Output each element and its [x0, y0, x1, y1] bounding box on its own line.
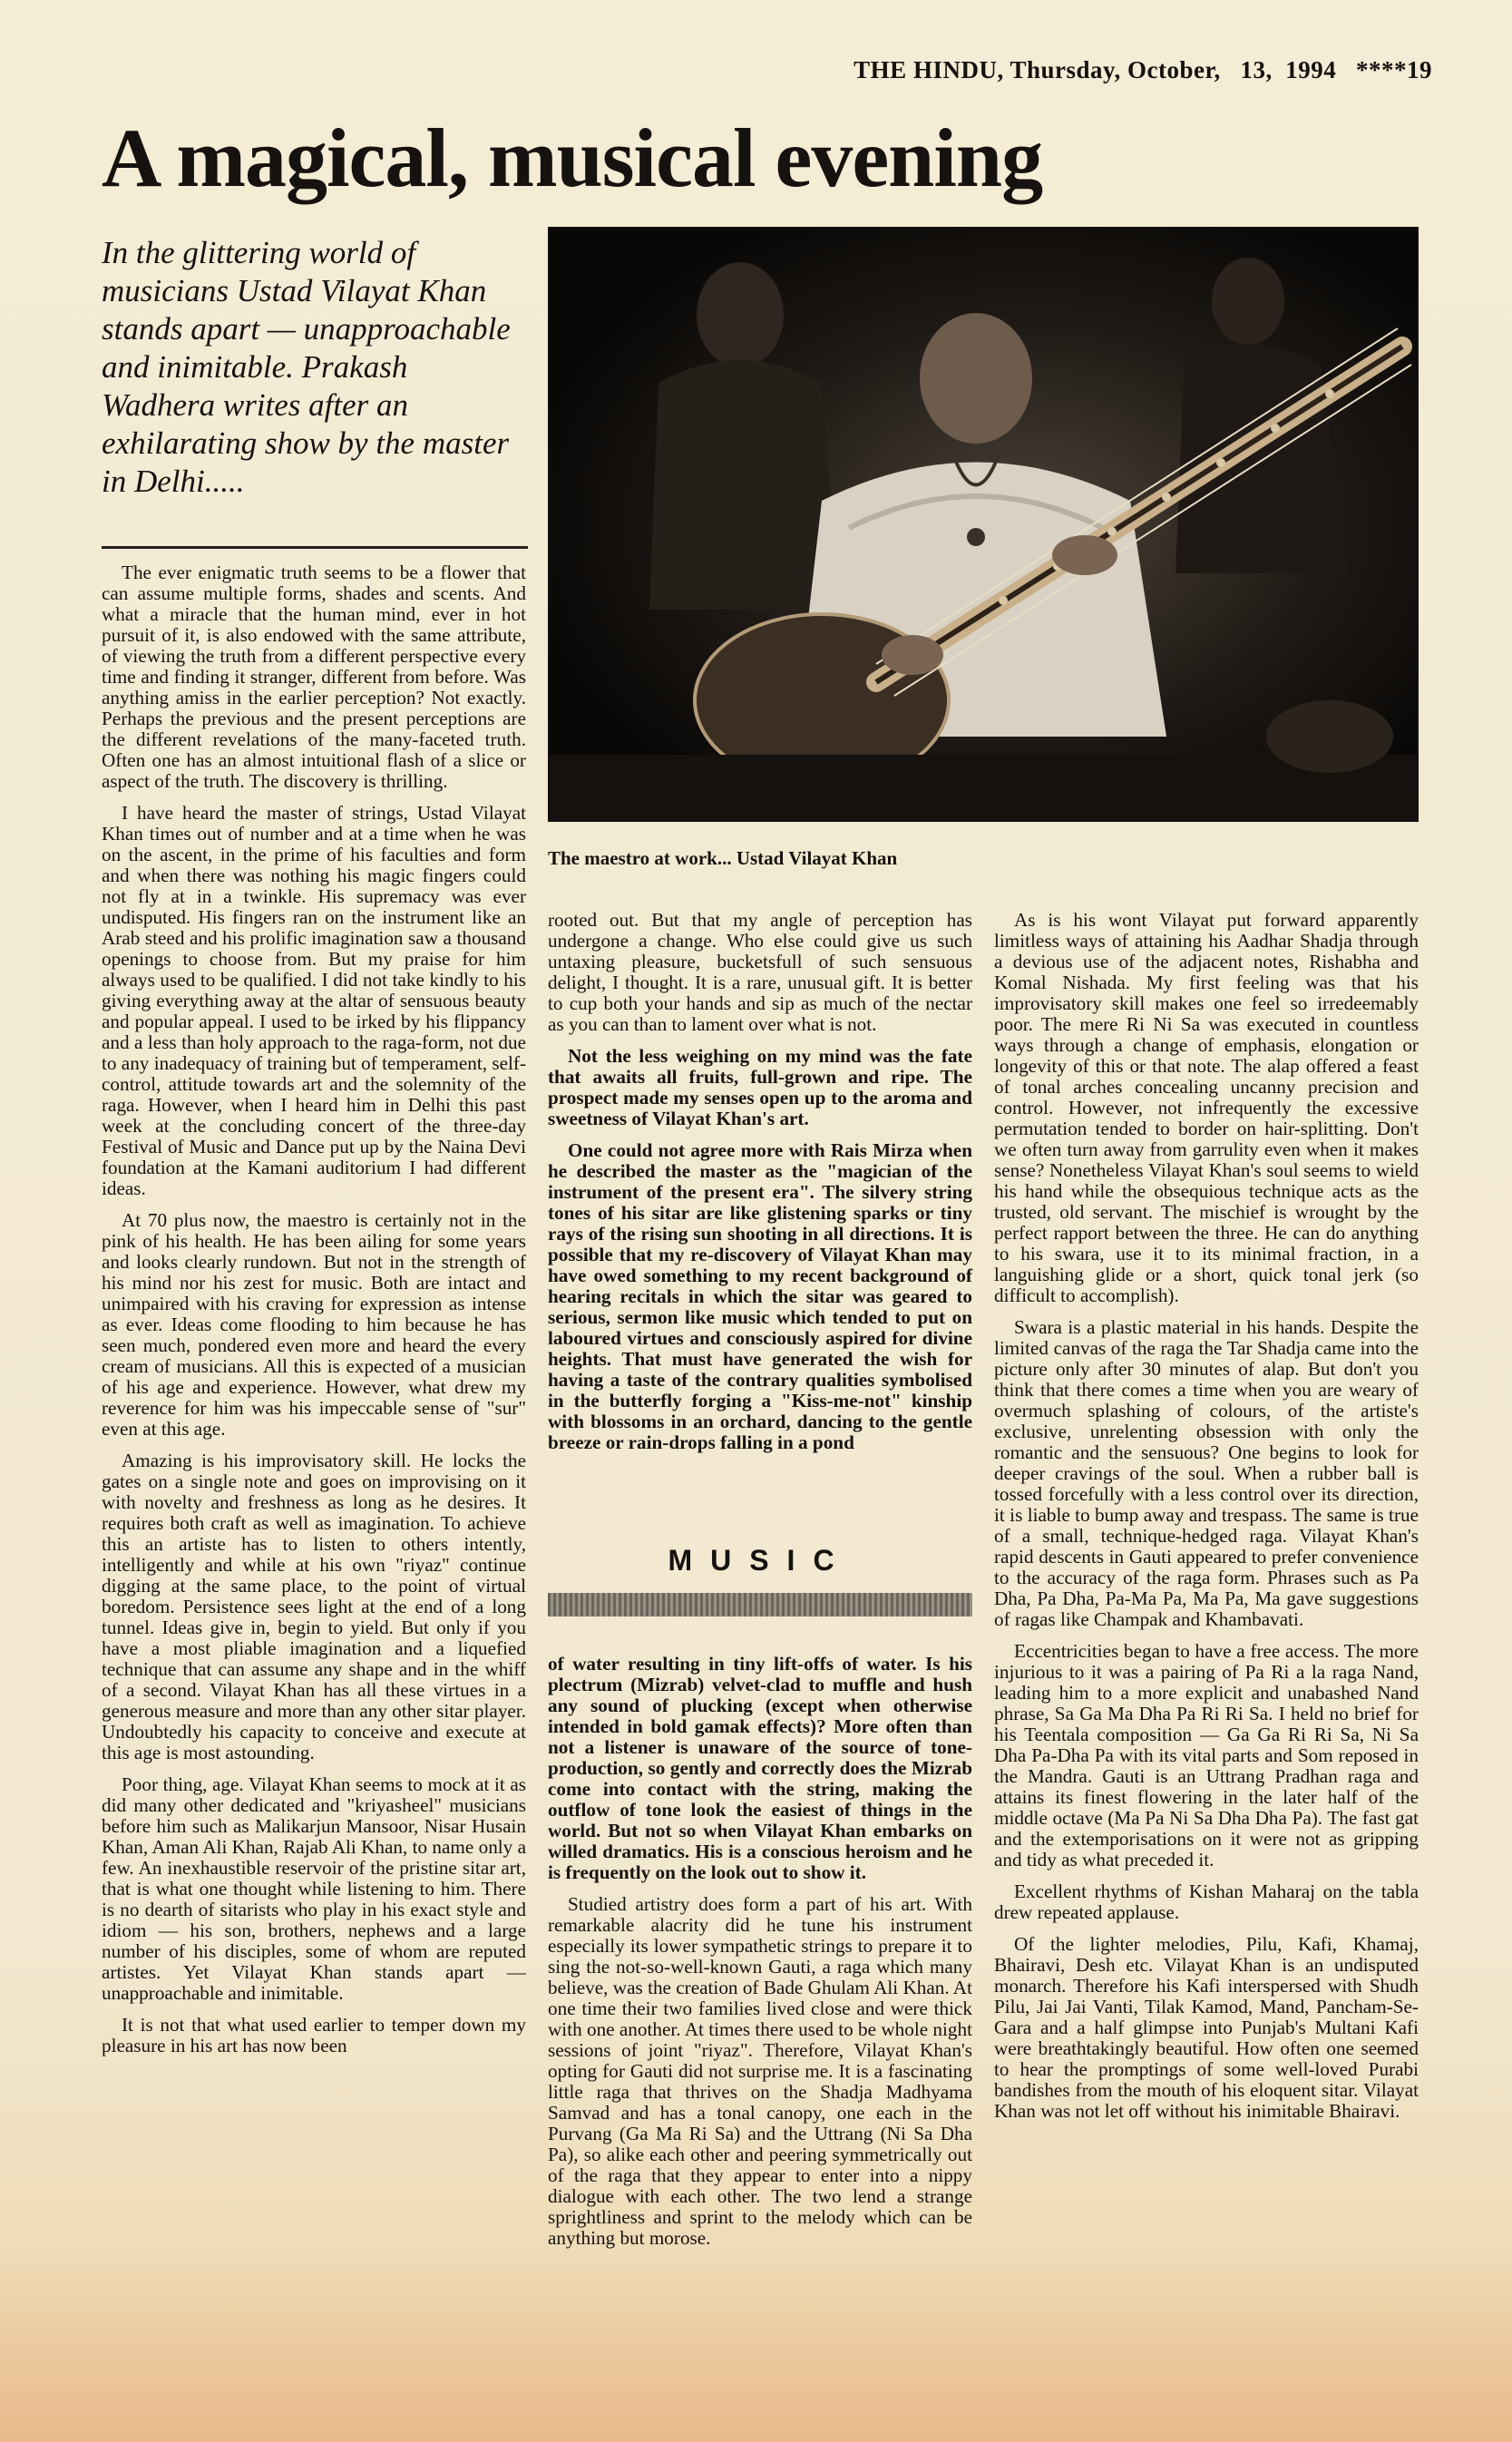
- paragraph: Swara is a plastic material in his hands. Despite the limited canvas of the raga the Tar Shadja came into the picture only after 30 minutes of alap. But don't you think that there comes a time when you are weary of overmuch splashing of colours, of the artiste's exclusive, unrelenting obsession with only the romantic and the sensuous? One begins to look for deeper cravings of the soul. When a rubber ball is tossed forcefully with a less control over its direction, it is liable to bump away and trespass. The same is true of a small, technique-hedged raga. Vilayat Khan's rapid descents in Gauti appeared to prefer convenience to the accuracy of the raga form. Phrases such as Pa Dha, Pa Dha, Pa-Ma Pa, Ma Pa, Ma gave suggestions of ragas like Champak and Khambavati.: [994, 1316, 1419, 1630]
- paragraph: Eccentricities began to have a free access. The more injurious to it was a pairing of Pa Ri a la raga Nand, leading him to a more explicit and unabashed Nand phrase, Sa Ga Ma Dha Pa Ri Ri Sa. I held no brief for his Teentala composition — Ga Ga Ri Ri Sa, Ni Sa Dha Pa-Dha Pa with its vital parts and Som reposed in the Mandra. Gauti is an Uttrang Pradhan raga and attains its finest flowering in the later half of the middle octave (Ma Pa Ni Sa Dha Dha Pa). The fast gat and the extemporisations on it were not as gripping and tidy as what preceded it.: [994, 1640, 1419, 1871]
- standfirst-rule: [102, 546, 528, 549]
- photo-caption: The maestro at work... Ustad Vilayat Khan: [548, 847, 898, 869]
- paragraph: At 70 plus now, the maestro is certainly not in the pink of his health. He has been ailing for some years and looks clearly rundown. But not in the strength of his mind nor his zest for music. Both are intact and unimpaired with his craving for expression as intense as ever. Ideas come flooding to him because he has seen much, pondered even more and heard the every cream of musicians. All this is expected of a musician of his age and experience. However, what drew my reverence for him was his impeccable sense of "sur" even at this age.: [102, 1209, 526, 1440]
- headline: A magical, musical evening: [102, 112, 1043, 204]
- paragraph: As is his wont Vilayat put forward apparently limitless ways of attaining his Aadhar Shadja through a devious use of the adjacent notes, Rishabha and Komal Nishada. My first feeling was that his improvisatory skill makes one feel so irredeemably poor. The mere Ri Ni Sa was executed in countless ways through a change of emphasis, elongation or longevity of this or that note. The alap offered a feast of tonal arches concealing uncanny precision and control. However, not infrequently the excessive permutation tended to border on hair-splitting. Don't we often turn away from garrulity even when it makes sense? Nonetheless Vilayat Khan's soul seems to wield his hand while the obsequious technique acts as the trusted, old servant. The mischief is wrought by the perfect rapport between the three. He can do anything to his swara, use it to its minimal fraction, in a languishing glide or a short, quick tonal jerk (so difficult to accomplish).: [994, 909, 1419, 1306]
- paragraph: The ever enigmatic truth seems to be a flower that can assume multiple forms, shades and scents. And what a miracle that the human mind, ever in hot pursuit of it, is also endowed with the same attribute, of viewing the truth from a different perspective every time and finding it stranger, different from before. Was anything amiss in the earlier perception? Not exactly. Perhaps the previous and the present perceptions are the different revelations of the many-faceted truth. Often one has an almost intuitional flash of a slice or aspect of the truth. The discovery is thrilling.: [102, 562, 526, 792]
- paragraph: Of the lighter melodies, Pilu, Kafi, Khamaj, Bhairavi, Desh etc. Vilayat Khan is an undisputed monarch. Therefore his Kafi interspersed with Shudh Pilu, Jai Jai Vanti, Tilak Kamod, Mand, Pancham-Se-Gara and a half glimpse into Punjab's Multani Kafi were breathtakingly beautiful. How often one seemed to hear the promptings of some well-loved Purabi bandishes from the mouth of his eloquent sitar. Vilayat Khan was not let off without his inimitable Bhairavi.: [994, 1933, 1419, 2122]
- section-bar: [548, 1593, 972, 1617]
- paragraph: I have heard the master of strings, Ustad Vilayat Khan times out of number and at a time when he was on the ascent, in the prime of his faculties and form and when there was nothing his magic fingers could not fly at in a twinkle. His supremacy was ever undisputed. His fingers ran on the instrument like an Arab steed and his prolific imagination saw a thousand openings to choose from. But my praise for him always used to be qualified. I did not take kindly to his giving everything away at the altar of sensuous beauty and popular appeal. I used to be irked by his flippancy and a less than holy approach to the raga-form, not due to any inadequacy of training but of temperament, self-control, attitude towards art and the solemnity of the raga. However, when I heard him in Delhi this past week at the concluding concert of the three-day Festival of Music and Dance put up by the Naina Devi foundation at the Kamani auditorium I had different ideas.: [102, 802, 526, 1199]
- paragraph: of water resulting in tiny lift-offs of water. Is his plectrum (Mizrab) velvet-clad to muffle and hush any sound of plucking (except when otherwise intended in bold gamak effects)? More often than not a listener is unaware of the source of tone-production, so gently and correctly does the Mizrab come into contact with the string, making the outflow of tone look the easiest of things in the world. But not so when Vilayat Khan embarks on willed dramatics. His is a conscious heroism and he is frequently on the look out to show it.: [548, 1653, 972, 1883]
- column-2: [548, 910, 972, 1464]
- paragraph: One could not agree more with Rais Mirza when he described the master as the "magician of the instrument of the present era". The silvery string tones of his sitar are like glistening sparks or tiny rays of the rising sun shooting in all directions. It is possible that my re-discovery of Vilayat Khan may have owed something to my recent background of hearing recitals in which the sitar was geared to serious, sermon like music which tended to put on laboured virtues and consciously aspired for divine heights. That must have generated the wish for having a taste of the contrary qualities symbolised in the butterfly forging a "Kiss-me-not" kinship with blossoms in an orchard, dancing to the gentle breeze or rain-drops falling in a pond: [548, 1139, 972, 1453]
- standfirst: In the glittering world of musicians Ustad Vilayat Khan stands apart — unapproachable and inimitable. Prakash Wadhera writes after an exhilarating show by the master in Delhi.....: [102, 235, 511, 499]
- section-label-band: [548, 1537, 972, 1623]
- column-1: [102, 562, 526, 2067]
- section-label: MUSIC: [668, 1544, 853, 1577]
- paragraph: Not the less weighing on my mind was the fate that awaits all fruits, full-grown and ripe. The prospect made my senses open up to the aroma and sweetness of Vilayat Khan's art.: [548, 1045, 972, 1129]
- masthead: THE HINDU, Thursday, October, 13, 1994 ****19: [854, 56, 1432, 83]
- musician-photo-icon: [550, 229, 1417, 820]
- paragraph: Excellent rhythms of Kishan Maharaj on the tabla drew repeated applause.: [994, 1880, 1419, 1923]
- column-2-continued: [548, 1654, 972, 2260]
- paragraph: It is not that what used earlier to temper down my pleasure in his art has now been: [102, 2014, 526, 2056]
- paragraph: Studied artistry does form a part of his art. With remarkable alacrity did he tune his instrument especially its lower sympathetic strings to prepare it to sing the not-so-well-known Gauti, a raga which many believe, was the creation of Bade Ghulam Ali Khan. At one time their two families lived close and were thick with one another. At times there used to be whole night sessions of joint "riyaz". Therefore, Vilayat Khan's opting for Gauti did not surprise me. It is a fascinating little raga that thrives on the Shadja Madhyama Samvad and has a tonal canopy, one each in the Purvang (Ga Ma Ri Sa) and the Uttrang (Ni Sa Dha Pa), so alike each other and peering symmetrically out of the raga that they appear to enter into a nippy dialogue with each other. The two lend a strange sprightliness and sprint to the melody which can be anything but morose.: [548, 1893, 972, 2249]
- paragraph: Poor thing, age. Vilayat Khan seems to mock at it as did many other dedicated and "kriyasheel" musicians before him such as Malikarjun Mansoor, Nisar Husain Khan, Aman Ali Khan, Rajab Ali Khan, to name only a few. An inexhaustible reservoir of the pristine sitar art, that is what one thought while listening to him. There is no dearth of sitarists who play in his exact style and idiom — his son, brothers, nephews and a large number of his disciples, some of whom are reputed artistes. Yet Vilayat Khan stands apart — unapproachable and inimitable.: [102, 1773, 526, 2004]
- column-3: [994, 910, 1419, 2133]
- musician-photo: [548, 227, 1419, 822]
- paragraph: rooted out. But that my angle of perception has undergone a change. Who else could give us such untaxing pleasure, bucketsfull of such sensuous delight, I thought. It is a rare, unusual gift. It is better to cup both your hands and sip as much of the nectar as you can than to lament over what is not.: [548, 909, 972, 1035]
- paragraph: Amazing is his improvisatory skill. He locks the gates on a single note and goes on improvising on it with novelty and freshness as long as he desires. It requires both craft as well as imagination. To achieve this an artiste has to listen to others intently, intelligently and while at his own "riyaz" continue digging at the same place, to the point of virtual boredom. Persistence sees light at the end of a long tunnel. Ideas give in, begin to yield. But only if you have a most pliable imagination and a liquefied technique that can assume any shape and in the whiff of a second. Vilayat Khan has all these virtues in a generous measure and more than any other sitar player. Undoubtedly his capacity to conceive and execute at this age is most astounding.: [102, 1450, 526, 1763]
